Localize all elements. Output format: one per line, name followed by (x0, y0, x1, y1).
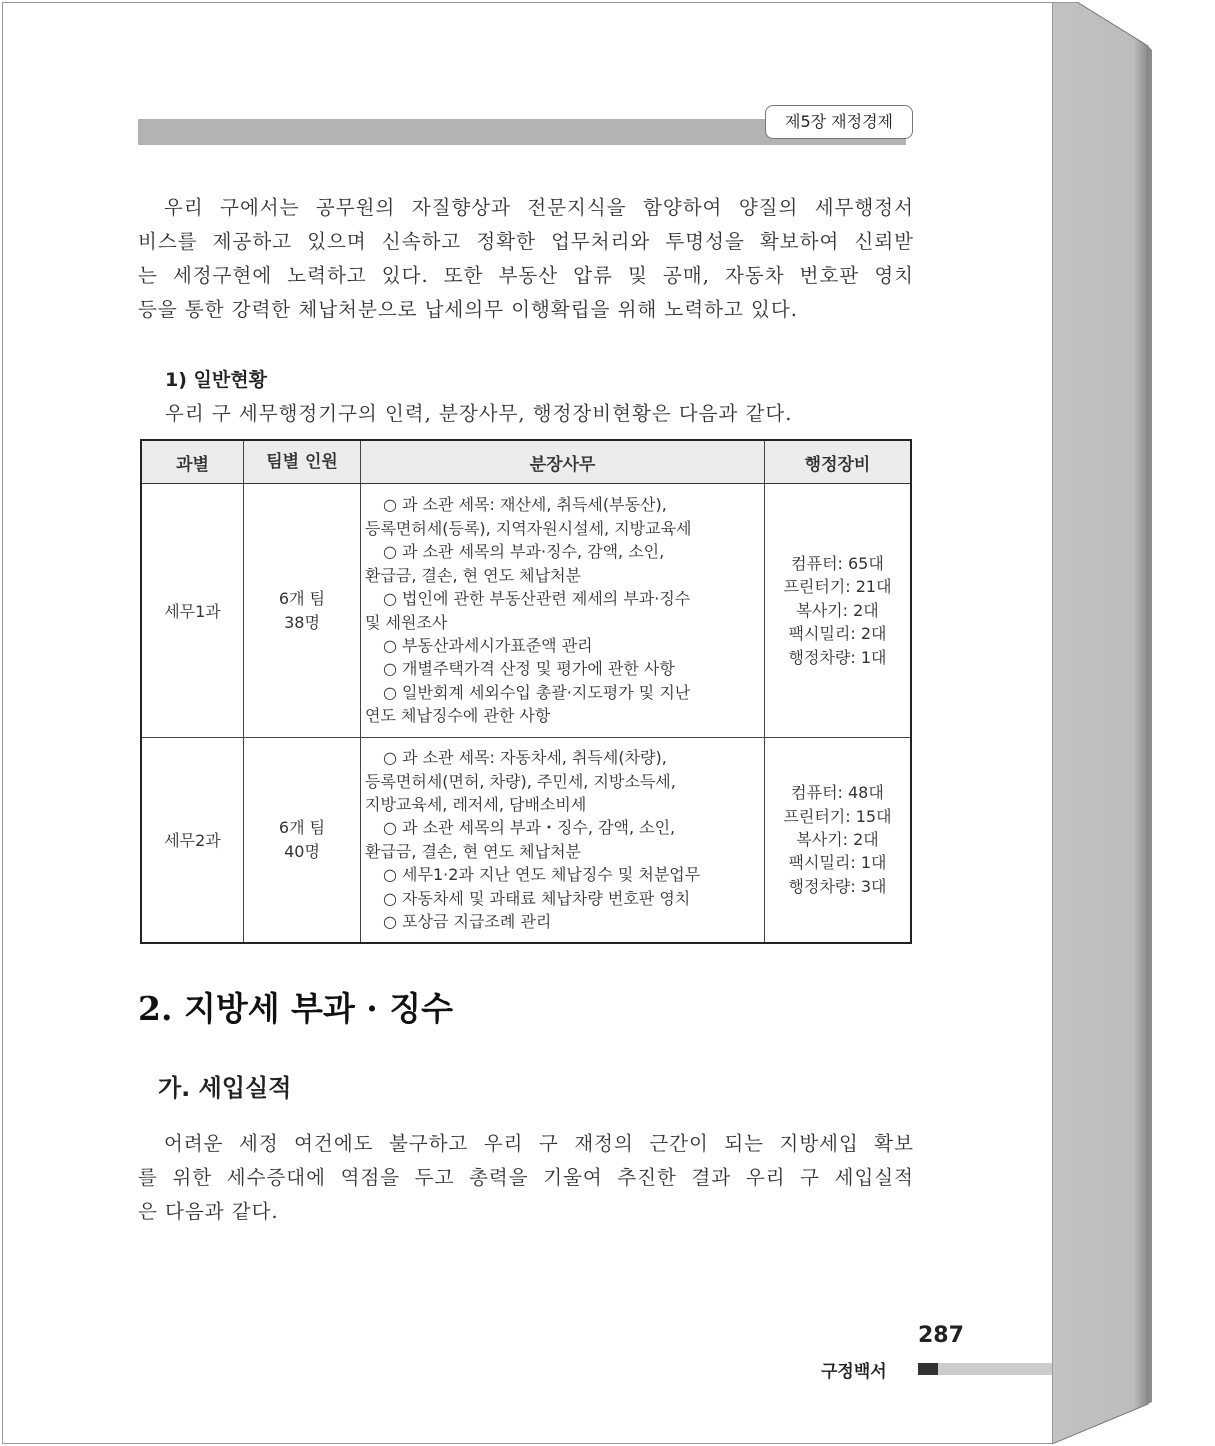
subsection-heading: 가. 세입실적 (158, 1074, 292, 1102)
duty-line: 및 세원조사 (365, 612, 448, 632)
tax-department-table (140, 439, 912, 944)
paragraph-line: 는 세정구현에 노력하고 있다. 또한 부동산 압류 및 공매, 자동차 번호판 영치 (138, 264, 914, 287)
duty-line: ○ 과 소관 세목의 부과·징수, 감액, 소인, (383, 542, 665, 562)
revenue-paragraph (138, 1127, 914, 1229)
duty-line: ○ 법인에 관한 부동산관련 제세의 부과·징수 (383, 589, 691, 609)
equipment-item: 프린터기: 15대 (783, 806, 892, 826)
paragraph-line: 등을 통한 강력한 체납처분으로 납세의무 이행확립을 위해 노력하고 있다. (138, 298, 798, 321)
equipment-item: 행정차량: 1대 (788, 647, 887, 667)
table-header-row (141, 440, 911, 484)
duty-line: ○ 과 소관 세목: 자동차세, 취득세(차량), (383, 748, 667, 768)
equipment-item: 팩시밀리: 2대 (788, 624, 887, 644)
duty-line: 환급금, 결손, 현 연도 체납처분 (365, 565, 581, 585)
page-number: 287 (918, 1323, 964, 1348)
footer-marker (918, 1363, 938, 1375)
duty-line: ○ 세무1·2과 지난 연도 체납징수 및 처분업무 (383, 865, 701, 885)
duty-line: ○ 포상금 지급조례 관리 (383, 911, 552, 931)
duty-line: ○ 부동산과세시가표준액 관리 (383, 635, 593, 655)
column-header-duty: 분장사무 (361, 440, 765, 484)
paragraph-line: 우리 구에서는 공무원의 자질향상과 전문지식을 함양하여 양질의 세무행정서 (164, 196, 914, 219)
chapter-tab: 제5장 재정경제 (765, 105, 913, 139)
duty-line: ○ 자동차세 및 과태료 체납차량 번호판 영치 (383, 888, 691, 908)
staff-count: 38명 (284, 612, 320, 632)
column-header-equipment: 행정장비 (765, 440, 912, 484)
team-cell (244, 484, 361, 738)
section-heading-general-status: 1) 일반현황 (165, 369, 267, 391)
dept-cell: 세무2과 (141, 738, 244, 943)
dept-cell: 세무1과 (141, 484, 244, 738)
duty-line: ○ 개별주택가격 산정 및 평가에 관한 사항 (383, 659, 675, 679)
book-edge-pages (1052, 2, 1212, 1444)
staff-count: 40명 (284, 841, 320, 861)
team-count: 6개 팀 (278, 588, 326, 608)
equipment-item: 행정차량: 3대 (788, 876, 887, 896)
equipment-item: 컴퓨터: 65대 (791, 553, 884, 573)
duty-line: 지방교육세, 레저세, 담배소비세 (365, 794, 587, 814)
duty-line: 연도 체납징수에 관한 사항 (365, 706, 551, 726)
paragraph-line: 어려운 세정 여건에도 불구하고 우리 구 재정의 근간이 되는 지방세입 확보 (164, 1132, 914, 1155)
duty-line: ○ 일반회계 세외수입 총괄·지도평가 및 지난 (383, 682, 691, 702)
paragraph-line: 비스를 제공하고 있으며 신속하고 정확한 업무처리와 투명성을 확보하여 신뢰받 (138, 230, 914, 253)
book-title: 구정백서 (821, 1362, 887, 1382)
equipment-item: 팩시밀리: 1대 (788, 853, 887, 873)
paragraph-line: 은 다음과 같다. (138, 1200, 279, 1223)
duty-line: 등록면허세(등록), 지역자원시설세, 지방교육세 (365, 518, 692, 538)
duty-line: ○ 과 소관 세목: 재산세, 취득세(부동산), (383, 495, 667, 515)
equipment-cell (765, 484, 912, 738)
equipment-item: 프린터기: 21대 (783, 577, 892, 597)
equipment-cell (765, 738, 912, 943)
duty-line: 등록면허세(면허, 차량), 주민세, 지방소득세, (365, 771, 676, 791)
column-header-dept: 과별 (141, 440, 244, 484)
equipment-item: 컴퓨터: 48대 (791, 783, 884, 803)
paragraph-line: 를 위한 세수증대에 역점을 두고 총력을 기울여 추진한 결과 우리 구 세입실적 (138, 1166, 914, 1189)
footer-bar (938, 1363, 1052, 1375)
duty-line: 환급금, 결손, 현 연도 체납처분 (365, 841, 581, 861)
table-row (141, 738, 911, 943)
section-intro-text: 우리 구 세무행정기구의 인력, 분장사무, 행정장비현황은 다음과 같다. (165, 402, 793, 425)
column-header-team: 팀별 인원 (244, 440, 361, 484)
equipment-item: 복사기: 2대 (796, 600, 879, 620)
table-row (141, 484, 911, 738)
intro-paragraph (138, 191, 914, 327)
team-cell (244, 738, 361, 943)
team-count: 6개 팀 (278, 817, 326, 837)
duty-line: ○ 과 소관 세목의 부과・징수, 감액, 소인, (383, 818, 676, 838)
duty-cell (361, 484, 765, 738)
equipment-item: 복사기: 2대 (796, 830, 879, 850)
duty-cell (361, 738, 765, 943)
chapter-section-heading: 2. 지방세 부과 · 징수 (138, 989, 454, 1028)
